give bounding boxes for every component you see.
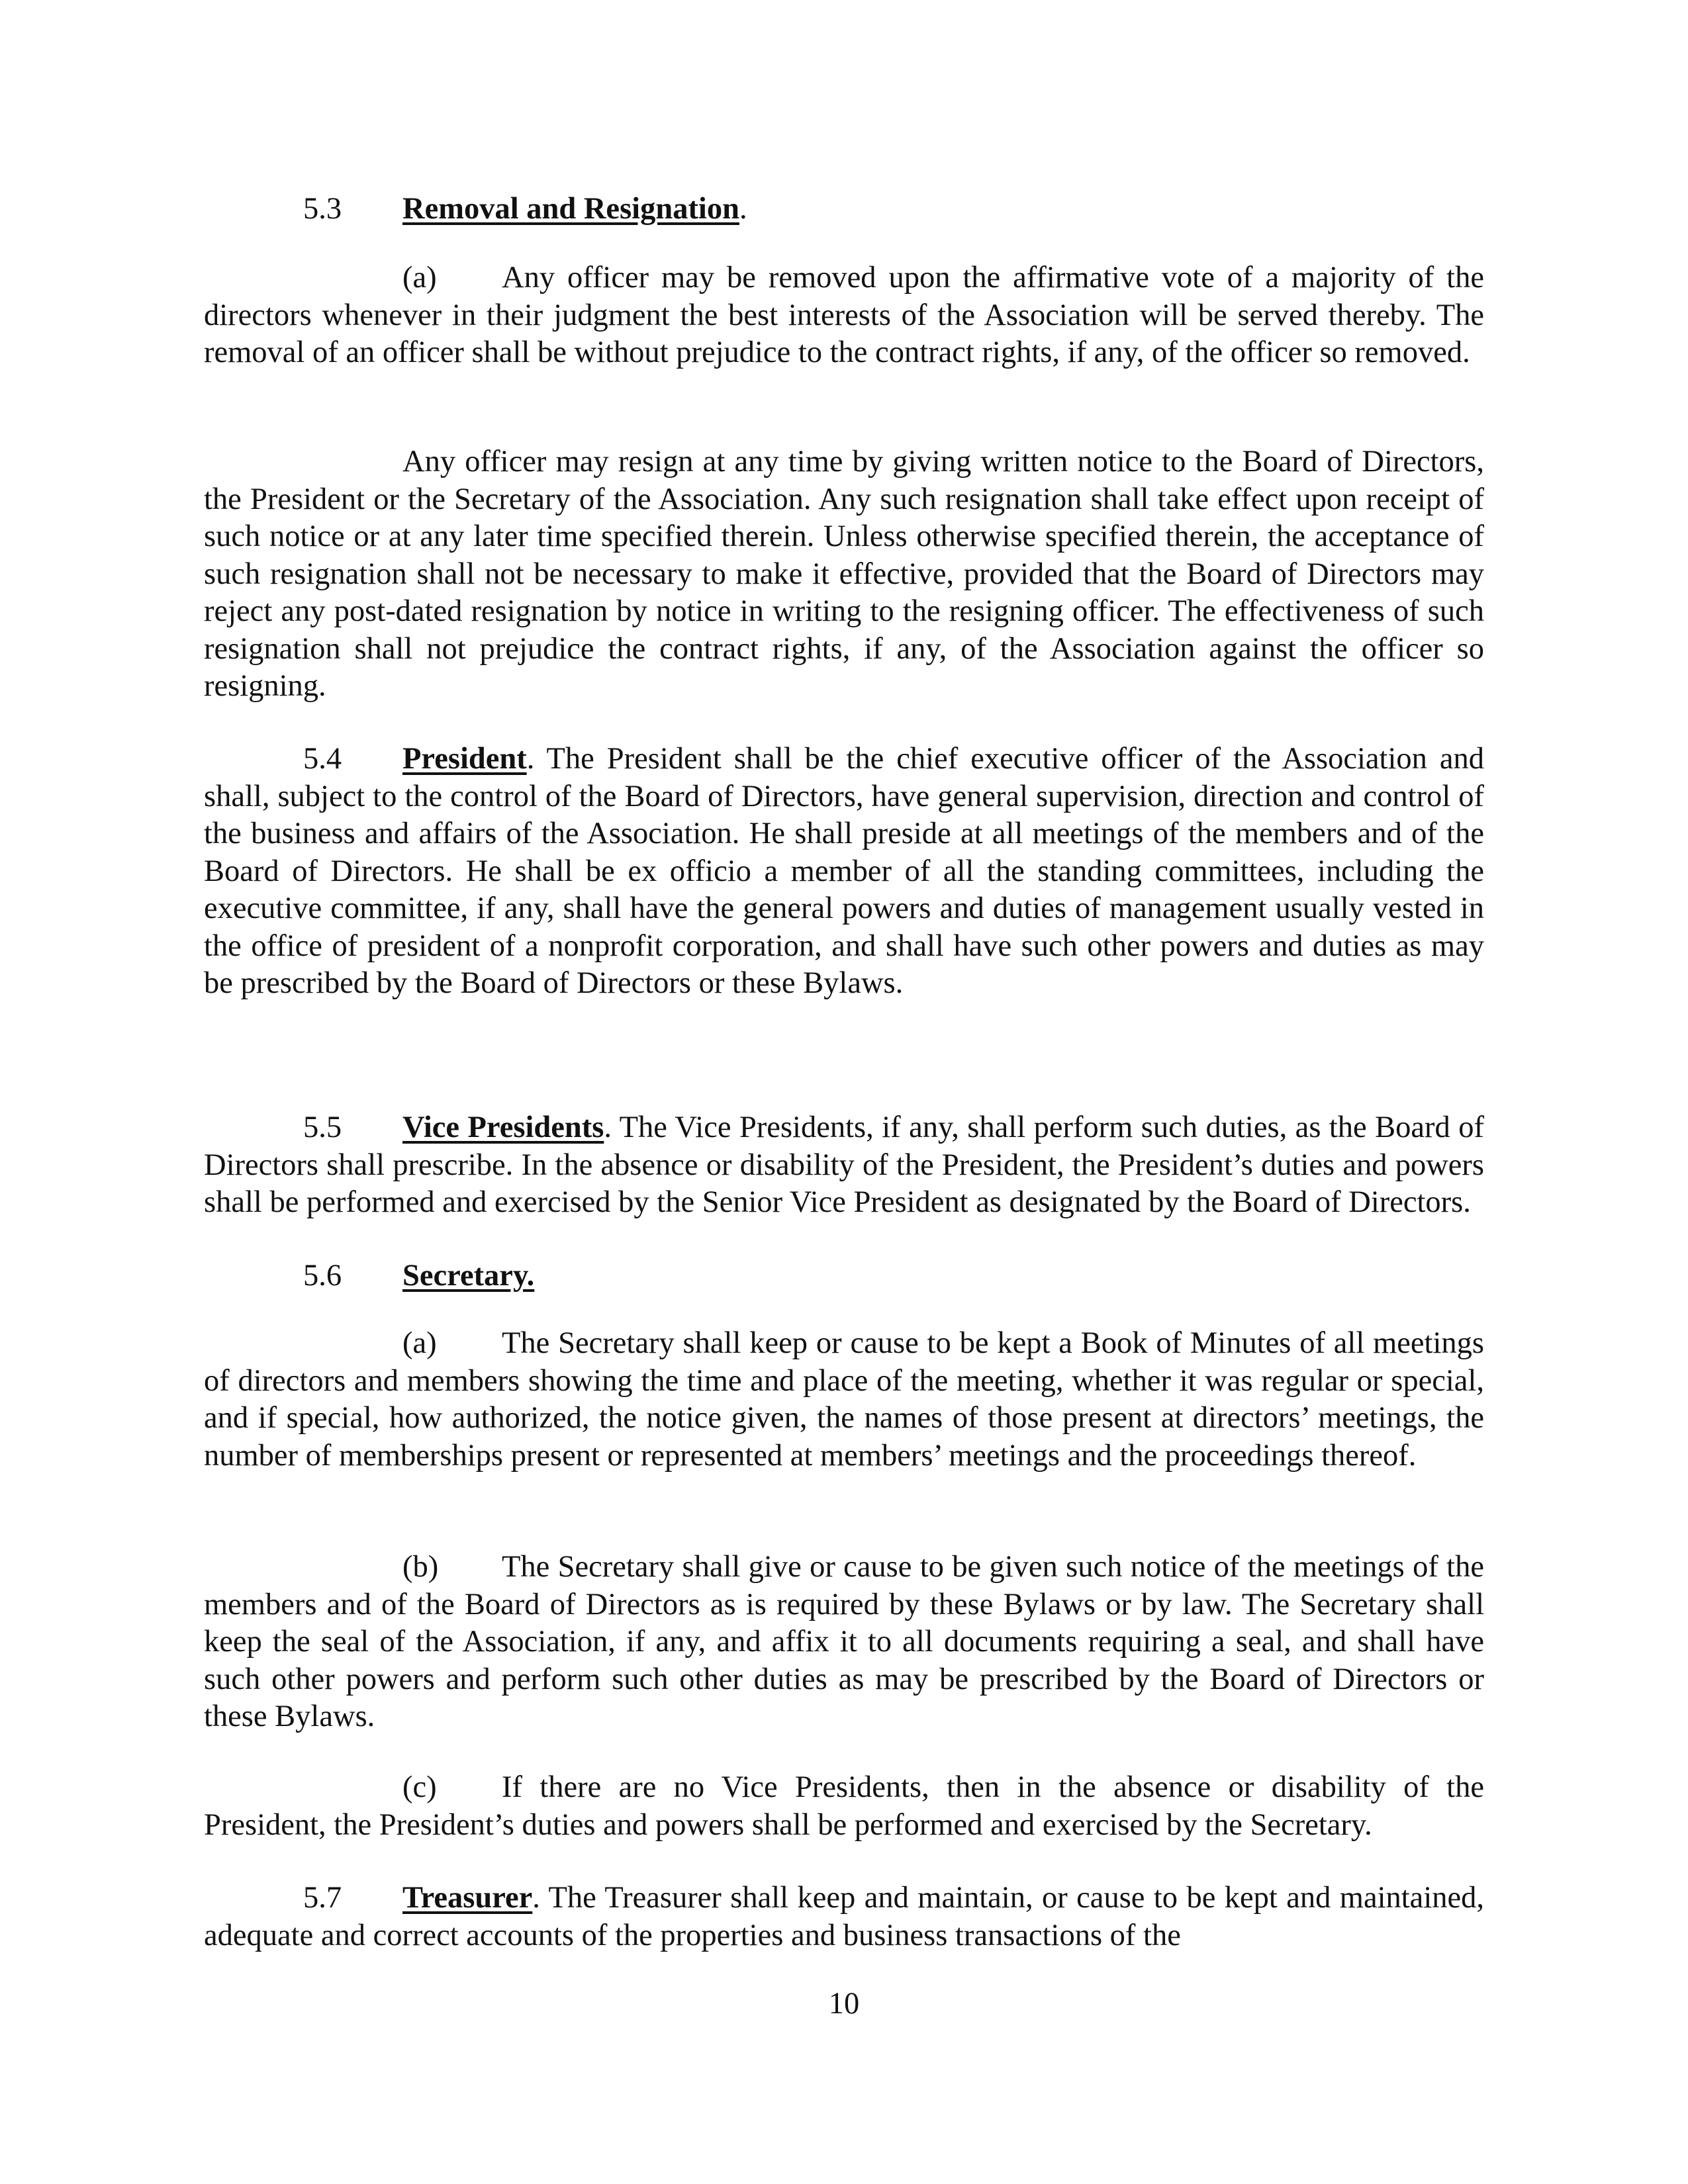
para-label: (b) [402,1550,439,1584]
para-text: The Secretary shall give or cause to be given such notice of the meetings of the members and of the Board of Directors as is required by these Bylaws or by law. The Secretary shall keep the seal of the Association, if any, and affix it to all documents requiring a seal, and shall have such other powers and perform such other duties as may be prescribed by the Board of Directors or these Bylaws. [204,1550,1484,1733]
para-text: If there are no Vice Presidents, then in the absence or disability of the President, the President’s duties and powers shall be performed and exercised by the Secretary. [204,1770,1484,1842]
title-trailer: . [739,192,747,226]
section-number: 5.3 [303,192,342,226]
section-5-3-heading [204,191,1484,228]
section-number: 5.5 [303,1111,342,1144]
section-text: . The President shall be the chief executive officer of the Association and shall, subject to the control of the Board of Directors, have general supervision, direction and control of the business and affairs of the Association. He shall preside at all meetings of the members and of the Board of Directors. He shall be ex officio a member of all the standing committees, including the executive committee, if any, shall have the general powers and duties of management usually vested in the office of president of a nonprofit corporation, and shall have such other powers and duties as may be prescribed by the Board of Directors or these Bylaws. [204,742,1484,1000]
section-5-4-paragraph [204,741,1484,1003]
section-text: . The Vice Presidents, if any, shall perform such duties, as the Board of Directors shall prescribe. In the absence or disability of the President, the President’s duties and powers shall be performed and exercised by the Senior Vice President as designated by the Board of Directors. [204,1111,1484,1219]
section-5-6-heading [204,1257,1484,1295]
para-label: (c) [402,1770,437,1804]
section-5-7-paragraph [204,1880,1484,1954]
para-label: (a) [402,261,437,295]
para-text: The Secretary shall keep or cause to be kept a Book of Minutes of all meetings of directors and members showing the time and place of the meeting, whether it was regular or special, and if special, how authorized, the notice given, the names of those present at directors’ meetings, the number of memberships present or represented at members’ meetings and the proceedings thereof. [204,1326,1484,1473]
section-5-3-para-a [204,259,1484,372]
section-5-6-para-b [204,1549,1484,1736]
page-number: 10 [828,1987,860,2021]
section-number: 5.7 [303,1881,342,1915]
section-number: 5.4 [303,742,342,776]
section-title: Vice Presidents [402,1111,604,1144]
section-text: . The Treasurer shall keep and maintain, or cause to be kept and maintained, adequate and correct accounts of the properties and business transactions of the [204,1881,1484,1952]
section-5-6-para-c [204,1769,1484,1844]
section-5-5-paragraph [204,1109,1484,1222]
section-5-3-resignation-paragraph: Any officer may resign at any time by giving written notice to the Board of Directors, the President or the Secretary of the Association. Any such resignation shall take effect upon receipt of such notice or at any later time specified therein. Unless otherwise specified therein, the acceptance of such resignation shall not be necessary to make it effective, provided that the Board of Directors may reject any post-dated resignation by notice in writing to the resigning officer. The effectiveness of such resignation shall not prejudice the contract rights, if any, of the Association against the officer so resigning. [204,445,1484,703]
section-number: 5.6 [303,1259,342,1293]
section-title: Removal and Resignation [402,192,739,226]
section-title: Treasurer [402,1881,533,1915]
section-title: Secretary. [402,1259,535,1293]
section-title: President [402,742,527,776]
section-5-6-para-a [204,1325,1484,1475]
para-text: Any officer may be removed upon the affirmative vote of a majority of the directors whenever in their judgment the best interests of the Association will be served thereby. The removal of an officer shall be without prejudice to the contract rights, if any, of the officer so removed. [204,261,1484,369]
para-label: (a) [402,1326,437,1360]
